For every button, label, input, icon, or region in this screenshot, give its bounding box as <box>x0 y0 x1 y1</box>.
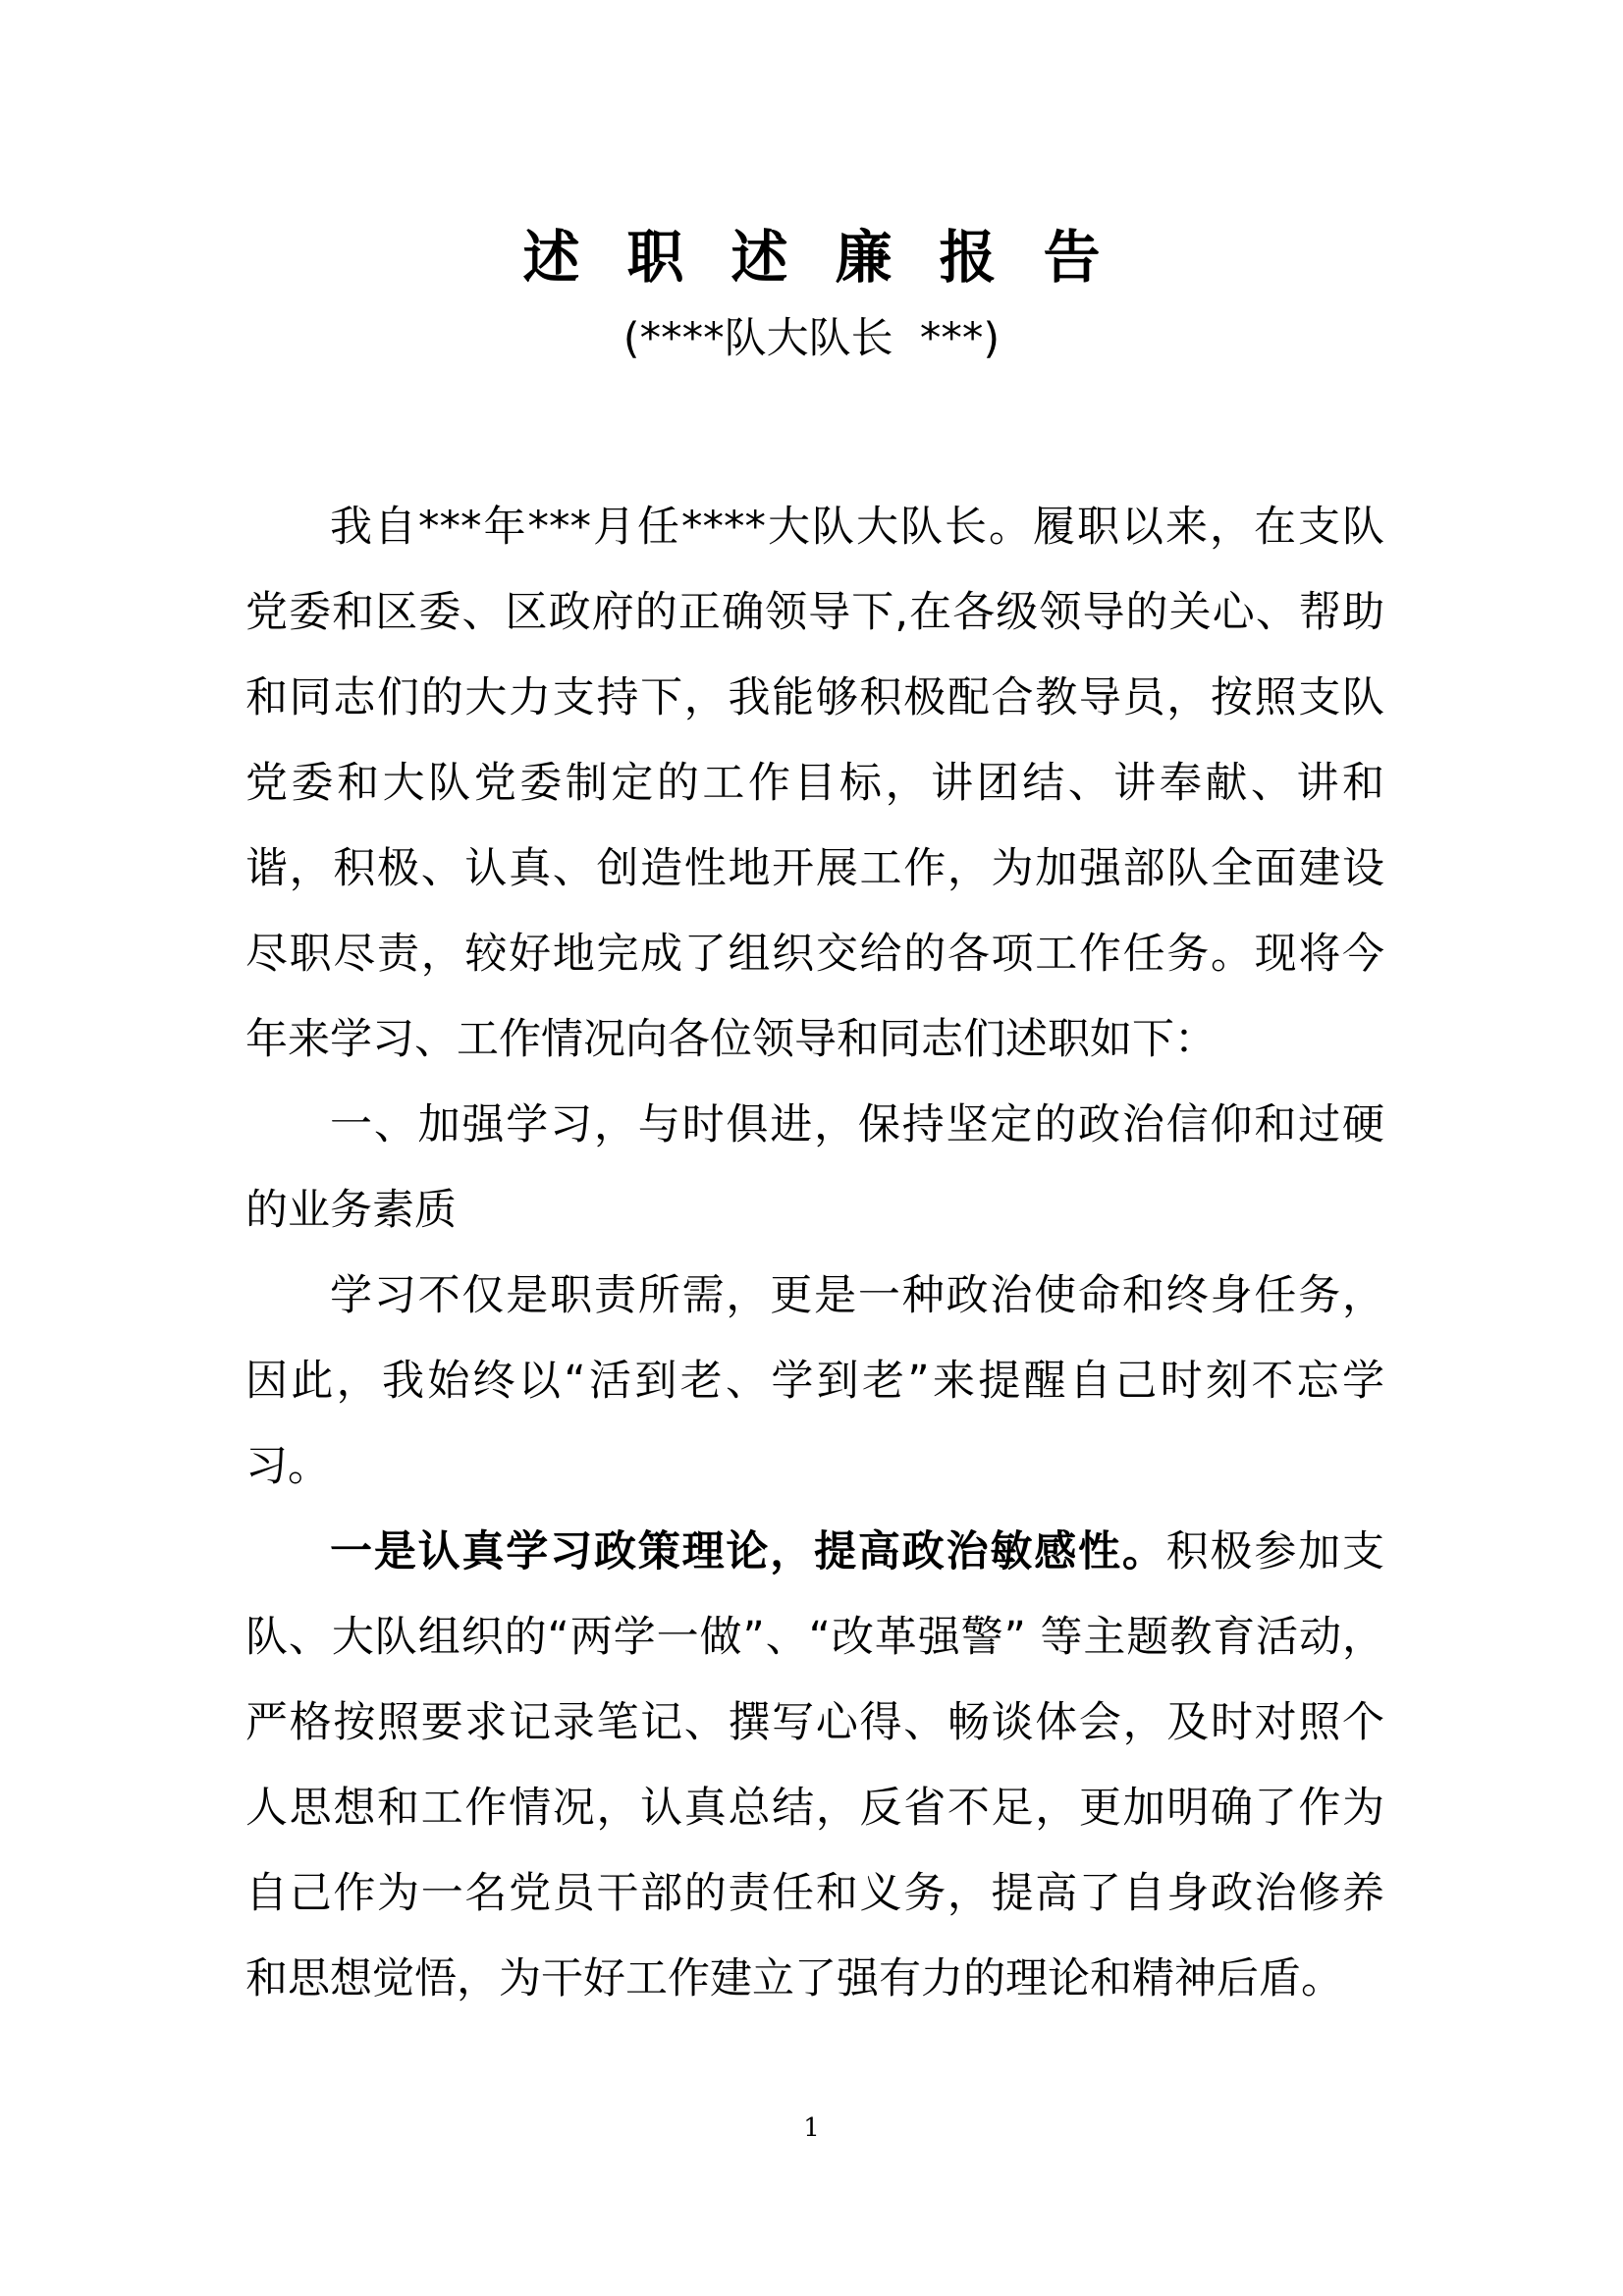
paragraph-policy-theory-text: 积极参加支队、大队组织的“两学一做”、“改革强警” 等主题教育活动，严格按照要求记录笔记、撰写心得、畅谈体会，及时对照个人思想和工作情况，认真总结，反省不足，更加明确了作为自己作为一名党员干部的责任和义务，提高了自身政治修养和思想觉悟，为干好工作建立了强有力的理论和精神后盾。 <box>245 1527 1385 2003</box>
section-heading-1: 一、加强学习，与时俱进，保持坚定的政治信仰和过硬的业务素质 <box>245 1100 1384 1235</box>
paragraph-lead-bold: 一是认真学习政策理论，提高政治敏感性。 <box>330 1527 1166 1576</box>
document-subtitle: (****队大队长 ***) <box>622 314 1001 363</box>
document-title: 述职述廉报告 <box>522 224 1148 291</box>
paragraph-study: 学习不仅是职责所需，更是一种政治使命和终身任务，因此，我始终以“活到老、学到老”来提醒自己时刻不忘学习。 <box>245 1271 1384 1491</box>
paragraph-policy-theory <box>245 1510 1384 2022</box>
page-number: 1 <box>803 2113 820 2143</box>
paragraph-intro: 我自***年***月任****大队大队长。履职以来，在支队党委和区委、区政府的正确领导下,在各级领导的关心、帮助和同志们的大力支持下，我能够积极配合教导员，按照支队党委和大队党委制定的工作目标，讲团结、讲奉献、讲和谐，积极、认真、创造性地开展工作，为加强部队全面建设尽职尽责，较好地完成了组织交给的各项工作任务。现将今年来学习、工作情况向各位领导和同志们述职如下： <box>245 503 1384 1064</box>
document-body <box>245 485 1384 2022</box>
